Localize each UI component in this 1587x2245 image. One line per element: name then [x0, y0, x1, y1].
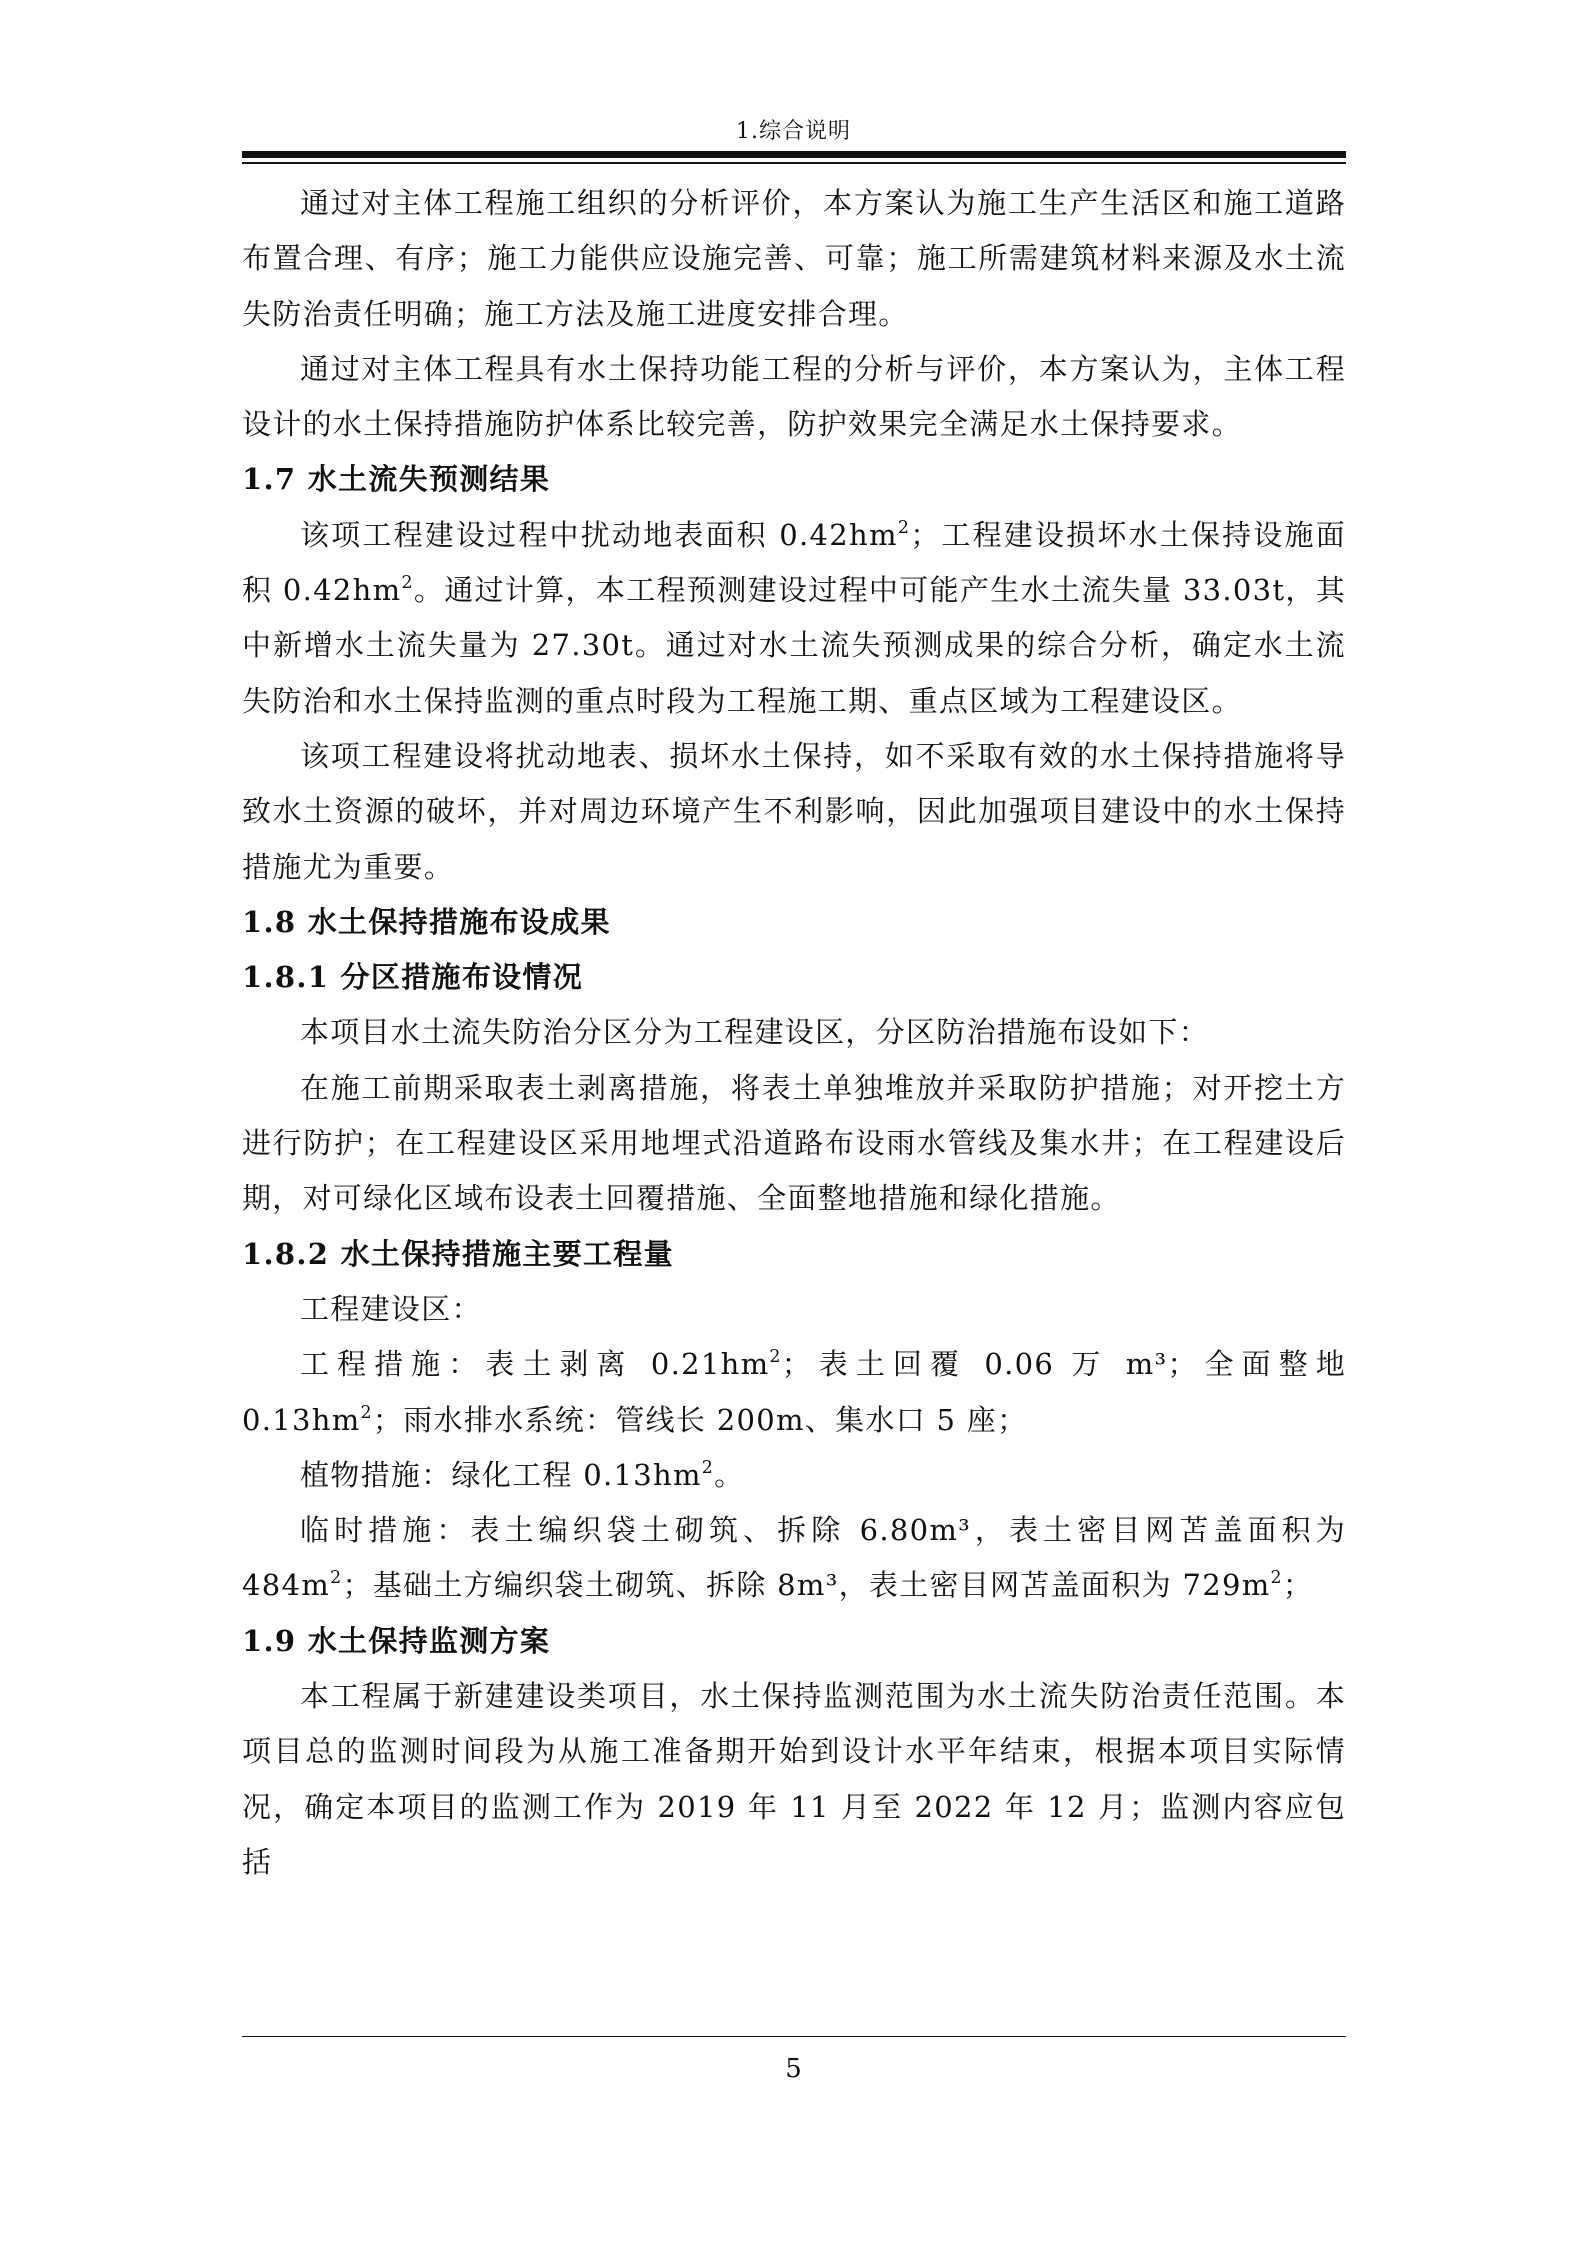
superscript: 2 [401, 572, 414, 593]
header-title: 1.综合说明 [736, 119, 851, 144]
text-run: 本工程属于新建建设类项目，水土保持监测范围为水土流失防治责任范围。本项目总的监测时间段为从施工准备期开始到设计水平年结束，根据本项目实际情况，确定本项目的监测工作为 2019 年 11 月至 2022 年 12 月；监测内容应包括 [242, 1679, 1346, 1879]
body-paragraph [242, 1061, 1346, 1227]
text-run: 工程措施：表土剥离 0.21hm [300, 1347, 770, 1382]
text-run: 该项工程建设过程中扰动地表面积 0.42hm [300, 517, 898, 552]
text-run: 1.8.1 分区措施布设情况 [242, 960, 584, 995]
header-rule-thin [242, 162, 1346, 164]
body-paragraph [242, 729, 1346, 895]
body-paragraph [242, 508, 1346, 729]
text-run: 通过对主体工程具有水土保持功能工程的分析与评价，本方案认为，主体工程设计的水土保持措施防护体系比较完善，防护效果完全满足水土保持要求。 [242, 351, 1346, 442]
body-paragraph [242, 1503, 1346, 1614]
text-run: 在施工前期采取表土剥离措施，将表土单独堆放并采取防护措施；对开挖土方进行防护；在工程建设区采用地埋式沿道路布设雨水管线及集水井；在工程建设后期，对可绿化区域布设表土回覆措施、全面整地措施和绿化措施。 [242, 1070, 1346, 1216]
section-heading [242, 950, 1346, 1005]
text-run: 。 [714, 1457, 745, 1492]
superscript: 2 [1270, 1568, 1283, 1589]
body-paragraph [242, 342, 1346, 453]
superscript: 2 [897, 517, 911, 538]
section-heading [242, 895, 1346, 950]
body-paragraph [242, 1282, 1346, 1337]
text-run: ；雨水排水系统：管线长 200m、集水口 5 座； [372, 1402, 1028, 1437]
text-run: ；基础土方编织袋土砌筑、拆除 8m³，表土密目网苫盖面积为 729m [342, 1568, 1271, 1603]
body-paragraph [242, 1005, 1346, 1060]
text-run: 临时措施：表土编织袋土砌筑、拆除 6.80m³，表土密目网苫盖面积为 484m [242, 1513, 1346, 1603]
superscript: 2 [360, 1402, 373, 1423]
text-run: 通过对主体工程施工组织的分析评价，本方案认为施工生产生活区和施工道路布置合理、有序；施工力能供应设施完善、可靠；施工所需建筑材料来源及水土流失防治责任明确；施工方法及施工进度安排合理。 [242, 186, 1346, 331]
header-rule-thick [242, 151, 1346, 158]
section-heading [242, 1227, 1346, 1282]
superscript: 2 [701, 1457, 715, 1478]
superscript: 2 [769, 1347, 782, 1368]
text-run: ；工程建设损坏水土保持设施面积 0.42hm [242, 517, 1346, 608]
body-paragraph [242, 1448, 1346, 1503]
text-run: 植物措施：绿化工程 0.13hm [300, 1457, 702, 1492]
text-run: 1.9 水土保持监测方案 [242, 1623, 551, 1658]
text-run: 1.8.2 水土保持措施主要工程量 [242, 1236, 674, 1271]
superscript: 2 [330, 1568, 343, 1589]
body-paragraph [242, 176, 1346, 342]
text-run: ； [1282, 1568, 1314, 1603]
text-run: ；表土回覆 0.06 万 m³；全面整地 0.13hm [242, 1347, 1346, 1437]
section-heading [242, 1614, 1346, 1669]
text-run: 该项工程建设将扰动地表、损坏水土保持，如不采取有效的水土保持措施将导致水土资源的破坏，并对周边环境产生不利影响，因此加强项目建设中的水土保持措施尤为重要。 [242, 738, 1346, 884]
section-heading [242, 452, 1346, 507]
text-run: 本项目水土流失防治分区分为工程建设区，分区防治措施布设如下： [300, 1015, 1210, 1050]
text-run: 。通过计算，本工程预测建设过程中可能产生水土流失量 33.03t，其中新增水土流失量为 27.30t。通过对水土流失预测成果的综合分析，确定水土流失防治和水土保持监测的重点时段为工程施工期、重点区域为工程建设区。 [242, 573, 1346, 718]
page-number: 5 [785, 2054, 802, 2084]
text-run: 1.8 水土保持措施布设成果 [242, 904, 611, 939]
body-paragraph [242, 1669, 1346, 1890]
text-run: 1.7 水土流失预测结果 [242, 462, 551, 497]
text-run: 工程建设区： [300, 1291, 482, 1326]
footer-rule [242, 2036, 1346, 2037]
body-paragraph [242, 1337, 1346, 1448]
document-body [242, 176, 1346, 1890]
